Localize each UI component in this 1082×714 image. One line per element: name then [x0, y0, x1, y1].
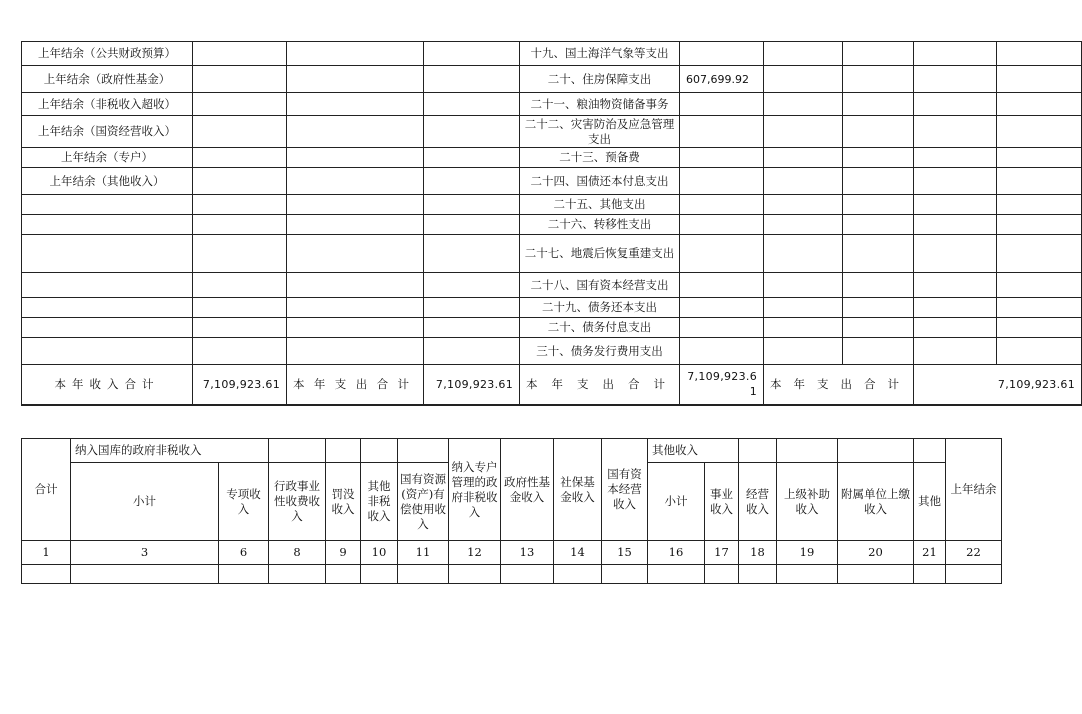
empty-cell — [764, 93, 843, 116]
empty-cell — [71, 565, 219, 584]
table-row — [22, 215, 1082, 235]
empty-cell — [764, 148, 843, 168]
header-empty-e — [739, 439, 777, 463]
expense-value-cell — [680, 235, 764, 273]
empty-cell — [764, 338, 843, 365]
empty-cell — [193, 66, 287, 93]
empty-cell — [193, 148, 287, 168]
column-number: 18 — [739, 541, 777, 565]
empty-cell — [843, 93, 914, 116]
empty-cell — [424, 66, 520, 93]
header-state-assets: 国有资源(资产)有偿使用收入 — [398, 463, 449, 541]
empty-cell — [287, 318, 424, 338]
empty-cell — [764, 66, 843, 93]
empty-cell — [22, 565, 71, 584]
empty-cell — [705, 565, 739, 584]
header-subtotal: 小计 — [71, 463, 219, 541]
empty-cell — [764, 298, 843, 318]
table-row — [22, 235, 1082, 273]
expense-value-cell — [680, 298, 764, 318]
empty-cell — [424, 273, 520, 298]
empty-cell — [914, 338, 997, 365]
header-empty-a — [269, 439, 326, 463]
expense-label-cell: 三十、债务发行费用支出 — [520, 338, 680, 365]
empty-cell — [914, 195, 997, 215]
expense-value-cell — [680, 318, 764, 338]
table-row — [22, 116, 1082, 148]
empty-cell — [914, 66, 997, 93]
empty-cell — [424, 195, 520, 215]
column-number: 11 — [398, 541, 449, 565]
empty-cell — [193, 168, 287, 195]
empty-cell — [398, 565, 449, 584]
empty-cell — [287, 66, 424, 93]
header-fines: 罚没收入 — [326, 463, 361, 541]
expense-value-cell — [680, 116, 764, 148]
empty-cell — [997, 42, 1082, 66]
income-expense-table — [21, 41, 1082, 406]
empty-cell — [193, 235, 287, 273]
empty-cell — [424, 235, 520, 273]
data-row — [22, 565, 1002, 584]
income-label-cell — [22, 273, 193, 298]
expense-value-cell — [680, 148, 764, 168]
header-admin-fees: 行政事业性收费收入 — [269, 463, 326, 541]
column-number: 9 — [326, 541, 361, 565]
header-social-security: 社保基金收入 — [554, 439, 602, 541]
column-number: 10 — [361, 541, 398, 565]
empty-cell — [843, 66, 914, 93]
empty-cell — [449, 565, 501, 584]
income-label-cell: 上年结余（公共财政预算） — [22, 42, 193, 66]
empty-cell — [764, 273, 843, 298]
table-row — [22, 148, 1082, 168]
empty-cell — [764, 195, 843, 215]
table-row — [22, 42, 1082, 66]
header-affiliate-income: 附属单位上缴收入 — [838, 463, 914, 541]
empty-cell — [914, 93, 997, 116]
empty-cell — [997, 235, 1082, 273]
column-number: 15 — [602, 541, 648, 565]
income-label-cell: 上年结余（专户） — [22, 148, 193, 168]
empty-cell — [914, 215, 997, 235]
income-label-cell — [22, 338, 193, 365]
empty-cell — [914, 235, 997, 273]
empty-cell — [997, 66, 1082, 93]
empty-cell — [287, 215, 424, 235]
header-total: 合计 — [22, 439, 71, 541]
empty-cell — [838, 565, 914, 584]
empty-cell — [193, 298, 287, 318]
expense-value-cell — [680, 93, 764, 116]
column-number: 3 — [71, 541, 219, 565]
expense-label-cell: 二十四、国债还本付息支出 — [520, 168, 680, 195]
empty-cell — [739, 565, 777, 584]
empty-cell — [193, 195, 287, 215]
income-label-cell — [22, 298, 193, 318]
column-number: 12 — [449, 541, 501, 565]
empty-cell — [843, 298, 914, 318]
empty-cell — [777, 565, 838, 584]
empty-cell — [843, 195, 914, 215]
empty-cell — [269, 565, 326, 584]
column-number: 8 — [269, 541, 326, 565]
empty-cell — [997, 273, 1082, 298]
income-label-cell: 上年结余（非税收入超收） — [22, 93, 193, 116]
column-number: 21 — [914, 541, 946, 565]
header-other-nontax: 其他非税收入 — [361, 463, 398, 541]
empty-cell — [997, 298, 1082, 318]
header-state-capital: 国有资本经营收入 — [602, 439, 648, 541]
table-row — [22, 338, 1082, 365]
empty-cell — [193, 318, 287, 338]
empty-cell — [193, 116, 287, 148]
empty-cell — [914, 168, 997, 195]
column-number: 14 — [554, 541, 602, 565]
empty-cell — [764, 235, 843, 273]
empty-cell — [997, 318, 1082, 338]
empty-cell — [764, 215, 843, 235]
expense-label-cell: 二十二、灾害防治及应急管理支出 — [520, 116, 680, 148]
empty-cell — [287, 116, 424, 148]
expense-value-cell — [680, 195, 764, 215]
empty-cell — [287, 168, 424, 195]
empty-cell — [648, 565, 705, 584]
total-expense-value-3: 7,109,923.61 — [914, 365, 1082, 405]
expense-value-cell: 607,699.92 — [680, 66, 764, 93]
header-superior-subsidy: 上级补助收入 — [777, 463, 838, 541]
header-empty-c — [361, 439, 398, 463]
empty-cell — [554, 565, 602, 584]
table-row — [22, 298, 1082, 318]
header-operating-income: 经营收入 — [739, 463, 777, 541]
header-empty-b — [326, 439, 361, 463]
income-label-cell — [22, 215, 193, 235]
empty-cell — [287, 93, 424, 116]
expense-value-cell — [680, 273, 764, 298]
header-empty-f — [777, 439, 838, 463]
empty-cell — [914, 298, 997, 318]
empty-cell — [219, 565, 269, 584]
column-number: 17 — [705, 541, 739, 565]
column-number: 13 — [501, 541, 554, 565]
table-row — [22, 273, 1082, 298]
header-special-income: 专项收入 — [219, 463, 269, 541]
expense-label-cell: 二十五、其他支出 — [520, 195, 680, 215]
empty-cell — [997, 93, 1082, 116]
header-business-income: 事业收入 — [705, 463, 739, 541]
expense-label-cell: 二十八、国有资本经营支出 — [520, 273, 680, 298]
empty-cell — [193, 42, 287, 66]
empty-cell — [287, 42, 424, 66]
empty-cell — [843, 215, 914, 235]
header-prior-balance: 上年结余 — [946, 439, 1002, 541]
header-gov-fund: 政府性基金收入 — [501, 439, 554, 541]
empty-cell — [843, 273, 914, 298]
column-number: 1 — [22, 541, 71, 565]
empty-cell — [997, 148, 1082, 168]
column-number: 20 — [838, 541, 914, 565]
total-expense-label-1: 本年支出合计 — [287, 365, 424, 405]
income-label-cell — [22, 195, 193, 215]
empty-cell — [602, 565, 648, 584]
column-number: 16 — [648, 541, 705, 565]
expense-label-cell: 二十七、地震后恢复重建支出 — [520, 235, 680, 273]
empty-cell — [193, 93, 287, 116]
empty-cell — [424, 338, 520, 365]
expense-label-cell: 二十三、预备费 — [520, 148, 680, 168]
total-income-label: 本年收入合计 — [22, 365, 193, 405]
empty-cell — [764, 318, 843, 338]
empty-cell — [946, 565, 1002, 584]
empty-cell — [361, 565, 398, 584]
empty-cell — [997, 215, 1082, 235]
empty-cell — [287, 298, 424, 318]
header-special-account: 纳入专户管理的政府非税收入 — [449, 439, 501, 541]
empty-cell — [843, 148, 914, 168]
empty-cell — [424, 148, 520, 168]
header-nontax-group: 纳入国库的政府非税收入 — [71, 439, 269, 463]
income-label-cell: 上年结余（其他收入） — [22, 168, 193, 195]
empty-cell — [843, 168, 914, 195]
empty-cell — [997, 195, 1082, 215]
header-empty-h — [914, 439, 946, 463]
empty-cell — [997, 338, 1082, 365]
expense-value-cell — [680, 215, 764, 235]
total-expense-value-1: 7,109,923.61 — [424, 365, 520, 405]
empty-cell — [914, 116, 997, 148]
totals-row — [22, 365, 1082, 405]
header-other-subtotal: 小计 — [648, 463, 705, 541]
empty-cell — [193, 273, 287, 298]
empty-cell — [193, 215, 287, 235]
nontax-income-table — [21, 438, 1002, 584]
expense-value-cell — [680, 42, 764, 66]
empty-cell — [843, 116, 914, 148]
total-expense-label-3: 本年支出合计 — [764, 365, 914, 405]
expense-label-cell: 二十、住房保障支出 — [520, 66, 680, 93]
empty-cell — [287, 338, 424, 365]
total-expense-value-2: 7,109,923.61 — [680, 365, 764, 405]
empty-cell — [424, 93, 520, 116]
income-label-cell: 上年结余（政府性基金） — [22, 66, 193, 93]
empty-cell — [424, 116, 520, 148]
empty-cell — [287, 235, 424, 273]
empty-cell — [501, 565, 554, 584]
header-empty-g — [838, 439, 914, 463]
empty-cell — [193, 338, 287, 365]
empty-cell — [424, 168, 520, 195]
table-row — [22, 318, 1082, 338]
income-label-cell: 上年结余（国资经营收入） — [22, 116, 193, 148]
column-number: 6 — [219, 541, 269, 565]
column-number-row — [22, 541, 1002, 565]
table-row — [22, 93, 1082, 116]
income-label-cell — [22, 235, 193, 273]
header-empty-d — [398, 439, 449, 463]
empty-cell — [997, 168, 1082, 195]
expense-label-cell: 二十、债务付息支出 — [520, 318, 680, 338]
expense-label-cell: 二十一、粮油物资储备事务 — [520, 93, 680, 116]
empty-cell — [914, 565, 946, 584]
total-expense-label-2: 本年支出合计 — [520, 365, 680, 405]
empty-cell — [287, 273, 424, 298]
empty-cell — [424, 318, 520, 338]
empty-cell — [764, 42, 843, 66]
empty-cell — [764, 168, 843, 195]
table-row — [22, 66, 1082, 93]
empty-cell — [764, 116, 843, 148]
total-income-value: 7,109,923.61 — [193, 365, 287, 405]
empty-cell — [914, 318, 997, 338]
income-label-cell — [22, 318, 193, 338]
table-row — [22, 168, 1082, 195]
empty-cell — [287, 148, 424, 168]
empty-cell — [287, 195, 424, 215]
expense-value-cell — [680, 338, 764, 365]
column-number: 19 — [777, 541, 838, 565]
empty-cell — [424, 215, 520, 235]
empty-cell — [326, 565, 361, 584]
header-other: 其他 — [914, 463, 946, 541]
header-other-income-group: 其他收入 — [648, 439, 739, 463]
empty-cell — [914, 273, 997, 298]
empty-cell — [914, 148, 997, 168]
expense-value-cell — [680, 168, 764, 195]
empty-cell — [843, 42, 914, 66]
expense-label-cell: 十九、国土海洋气象等支出 — [520, 42, 680, 66]
expense-label-cell: 二十六、转移性支出 — [520, 215, 680, 235]
empty-cell — [914, 42, 997, 66]
empty-cell — [424, 298, 520, 318]
empty-cell — [843, 318, 914, 338]
expense-label-cell: 二十九、债务还本支出 — [520, 298, 680, 318]
empty-cell — [843, 338, 914, 365]
table-row — [22, 195, 1082, 215]
empty-cell — [843, 235, 914, 273]
column-number: 22 — [946, 541, 1002, 565]
empty-cell — [997, 116, 1082, 148]
empty-cell — [424, 42, 520, 66]
